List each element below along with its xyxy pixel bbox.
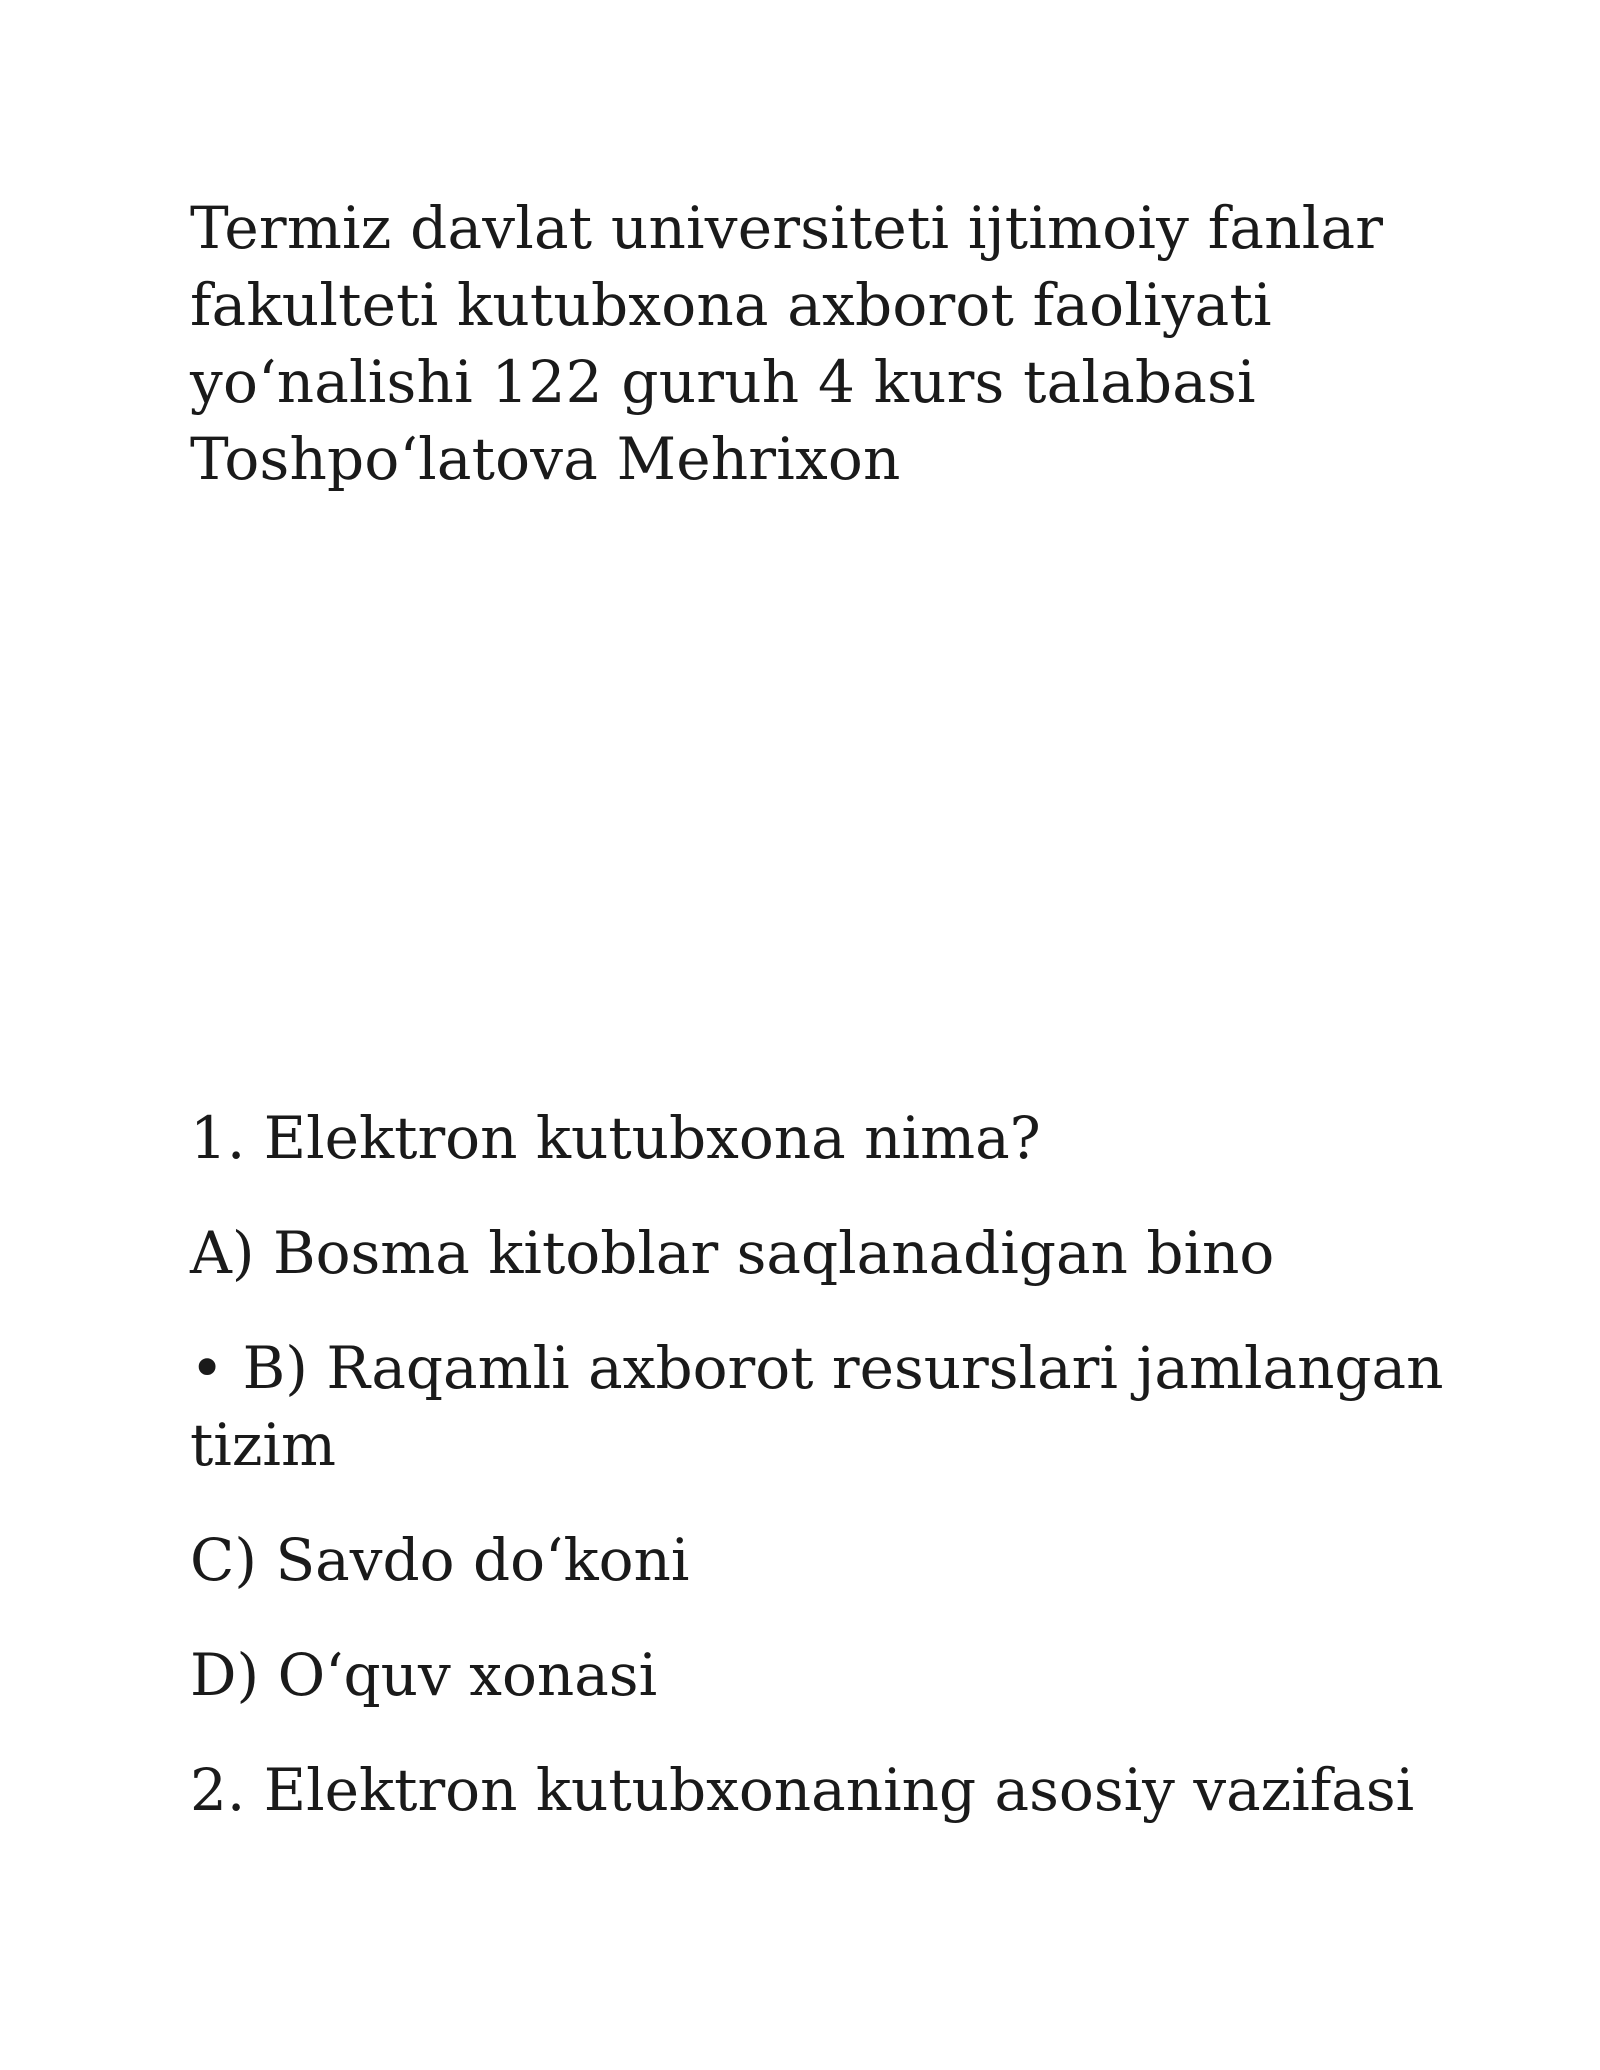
option-a: A) Bosma kitoblar saqlanadigan bino (190, 1219, 1275, 1287)
header-line-3: yo‘nalishi 122 guruh 4 kurs talabasi (190, 348, 1256, 416)
bullet-marker: • (190, 1334, 225, 1402)
option-c: C) Savdo do‘koni (190, 1526, 690, 1594)
option-d: D) O‘quv xonasi (190, 1641, 658, 1709)
header-line-4: Toshpo‘latova Mehrixon (190, 425, 901, 493)
header-line-2: fakulteti kutubxona axborot faoliyati (190, 271, 1272, 339)
question-2: 2. Elektron kutubxonaning asosiy vazifasi (190, 1756, 1415, 1824)
question-1: 1. Elektron kutubxona nima? (190, 1104, 1041, 1172)
header-line-1: Termiz davlat universiteti ijtimoiy fanlar (190, 194, 1384, 262)
student-info-header (190, 190, 1440, 498)
quiz-section (190, 1100, 1450, 1867)
option-b-text: B) Raqamli axborot resurslari jamlangan tizim (190, 1334, 1444, 1479)
option-b (190, 1330, 1450, 1484)
